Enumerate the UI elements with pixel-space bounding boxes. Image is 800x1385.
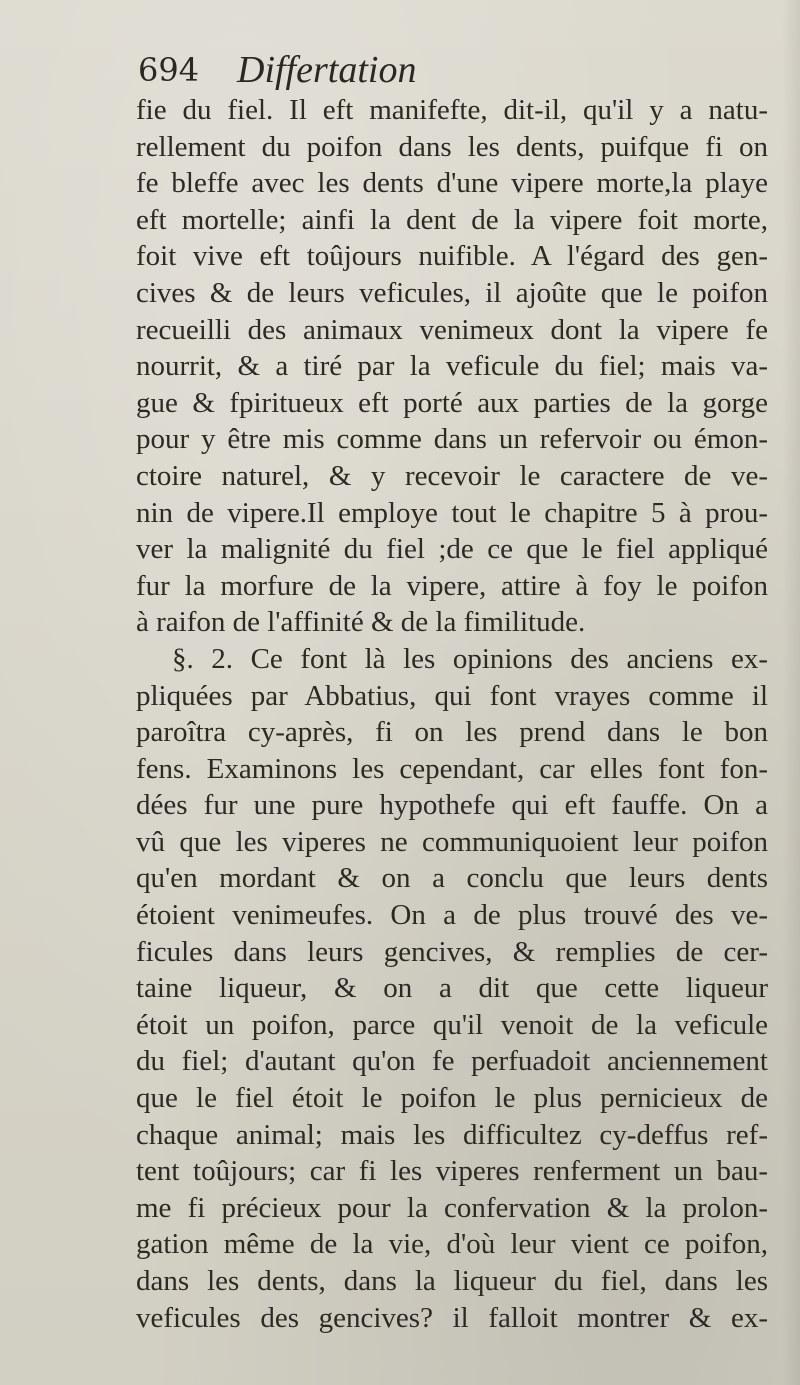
text-line: fie du fiel. Il eft manifefte, dit-il, qu'il y a natu-	[136, 94, 768, 126]
text-line: gation même de la vie, d'où leur vient ce poifon,	[136, 1228, 768, 1261]
text-line: veficules des gencives? il falloit montrer & ex-	[136, 1301, 768, 1334]
text-line: nin de vipere.Il employe tout le chapitre 5 à prou-	[136, 496, 768, 529]
text-line: nourrit, & a tiré par la veficule du fiel; mais va-	[136, 350, 768, 383]
text-line: étoient venimeufes. On a de plus trouvé des ve-	[136, 899, 768, 932]
text-line: pliquées par Abbatius, qui font vrayes comme il	[136, 679, 768, 712]
page-header	[138, 44, 738, 96]
text-line: que le fiel étoit le poifon le plus pernicieux de	[136, 1082, 768, 1115]
text-line: ficules dans leurs gencives, & remplies de cer-	[136, 935, 768, 968]
text-line: du fiel; d'autant qu'on fe perfuadoit anciennement	[136, 1045, 768, 1078]
text-line: vû que les viperes ne communiquoient leur poifon	[136, 825, 768, 858]
running-title: Differtation	[237, 49, 417, 91]
page-number: 694	[138, 51, 200, 89]
section-start-line: §. 2. Ce font là les opinions des anciens ex-	[172, 642, 768, 675]
text-line: rellement du poifon dans les dents, puifque fi on	[136, 130, 768, 163]
text-line: à raifon de l'affinité & de la fimilitude.	[136, 606, 586, 639]
body-text	[136, 92, 768, 1336]
text-line: eft mortelle; ainfi la dent de la vipere foit morte,	[136, 203, 768, 236]
text-line: foit vive eft toûjours nuifible. A l'égard des gen-	[136, 240, 768, 273]
text-line: taine liqueur, & on a dit que cette liqueur	[136, 972, 768, 1005]
text-line: tent toûjours; car fi les viperes renferment un bau-	[136, 1155, 768, 1188]
text-line: dans les dents, dans la liqueur du fiel, dans les	[136, 1265, 768, 1297]
text-line: recueilli des animaux venimeux dont la vipere fe	[136, 313, 768, 346]
text-line: ver la malignité du fiel ;de ce que le fiel appliqué	[136, 533, 768, 566]
text-line: gue & fpiritueux eft porté aux parties de la gorge	[136, 386, 768, 419]
text-line: me fi précieux pour la confervation & la prolon-	[136, 1191, 768, 1224]
text-line: fur la morfure de la vipere, attire à foy le poifon	[136, 569, 768, 602]
text-line: qu'en mordant & on a conclu que leurs dents	[136, 862, 768, 895]
text-line: pour y être mis comme dans un refervoir ou émon-	[136, 423, 768, 456]
text-line: chaque animal; mais les difficultez cy-deffus ref-	[136, 1118, 768, 1151]
text-line: étoit un poifon, parce qu'il venoit de la veficule	[136, 1008, 768, 1041]
text-line: cives & de leurs veficules, il ajoûte que le poifon	[136, 276, 768, 309]
text-line: ctoire naturel, & y recevoir le caractere de ve-	[136, 459, 768, 492]
text-line: fe bleffe avec les dents d'une vipere morte,la playe	[136, 167, 768, 200]
page-edge-shadow	[782, 0, 800, 1385]
text-line: paroîtra cy-après, fi on les prend dans le bon	[136, 716, 768, 749]
text-line: fens. Examinons les cependant, car elles font fon-	[136, 752, 768, 785]
text-line: dées fur une pure hypothefe qui eft fauffe. On a	[136, 789, 768, 822]
